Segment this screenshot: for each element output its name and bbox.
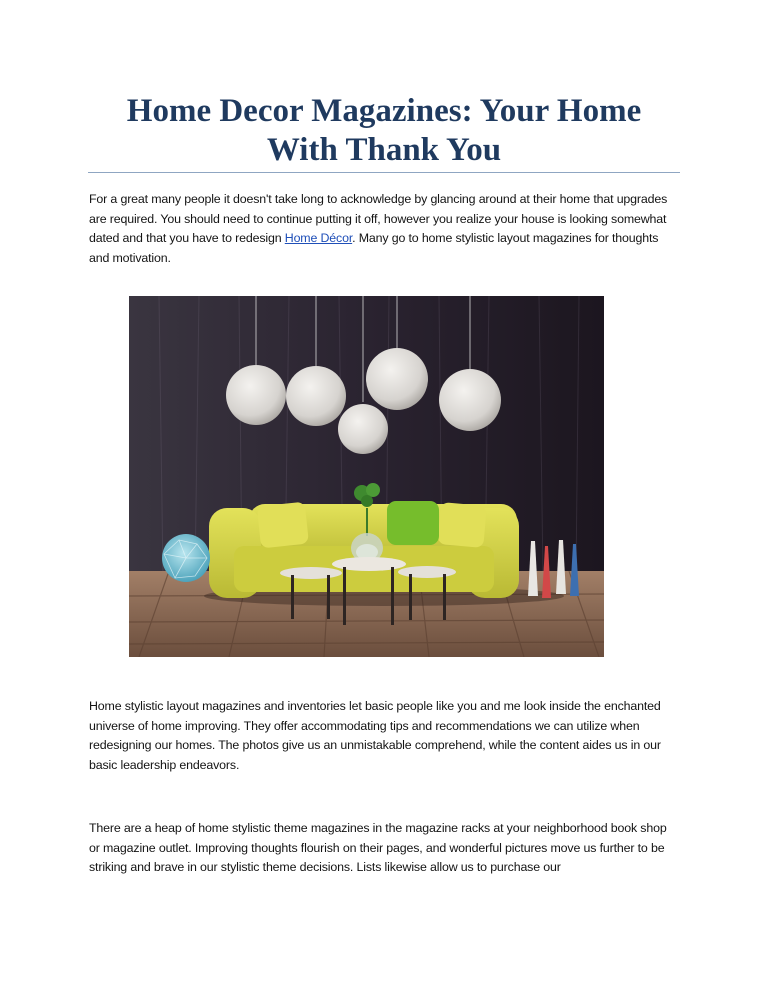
pendant-lamp: [439, 369, 501, 431]
pendant-lamp: [286, 366, 346, 426]
page-title: [88, 92, 680, 170]
pendant-lamp: [338, 404, 388, 454]
title-underline: [88, 172, 680, 173]
intro-text-end: . Many go to home stylistic layout magazines for thoughts and motivation.: [89, 231, 659, 265]
body-paragraph-3: There are a heap of home stylistic theme magazines in the magazine racks at your neighborhood book shop or magazine outlet. Improving thoughts flourish on their pages, and wonderful pictures move us further to be striking and brave in our stylistic theme decisions. Lists likewise allow us to purchase our: [89, 821, 667, 875]
intro-paragraph: [89, 190, 679, 268]
title-line-2: With Thank You: [266, 132, 502, 168]
living-room-photo: [129, 296, 604, 657]
green-pillow: [387, 501, 439, 545]
intro-text-start: For a great many people it doesn't take long to acknowledge by glancing around at their home that upgrades are required. You should need to continue putting it off, however you realize your house is looking somewhat dated and that you have to redesign: [89, 192, 668, 246]
title-line-1: Home Decor Magazines: Your Home: [126, 93, 642, 129]
pendant-lamp: [226, 365, 286, 425]
home-decor-link[interactable]: Home Décor: [284, 231, 353, 246]
pendant-lamp: [366, 348, 428, 410]
body-paragraph-2: Home stylistic layout magazines and inventories let basic people like you and me look inside the enchanted universe of home improving. They offer accommodating tips and recommendations we can utilize when redesigning our homes. The photos give us an unmistakable comprehend, while the content aides us in our basic leadership endeavors.: [89, 699, 661, 772]
